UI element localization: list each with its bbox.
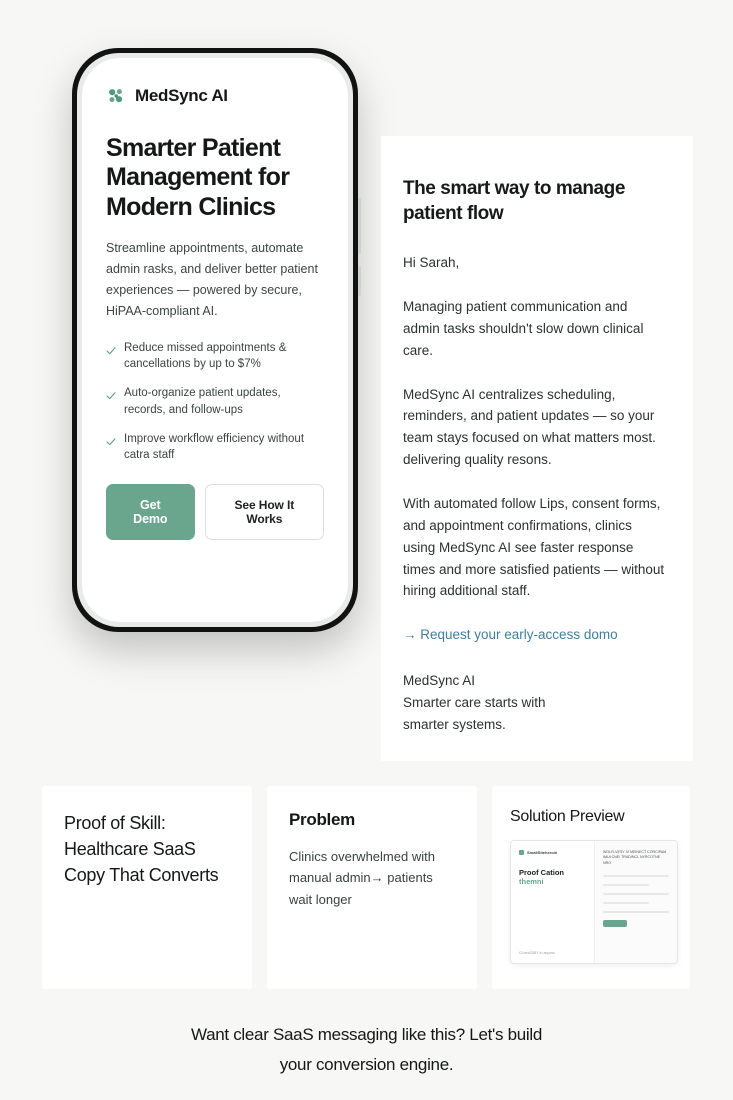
card-solution-preview [492,786,690,989]
preview-brand-lockup [519,850,586,855]
preview-cta-button[interactable] [603,920,627,927]
phone-mockup [72,48,358,632]
footer-message [0,1020,733,1080]
email-paragraph: With automated follow Lips, consent forms, and appointment confirmations, clinics using MedSync AI see faster response times and more satisfied patients — without hiring additional staff. [403,496,665,599]
preview-title-line1: Proof Cation [519,868,564,877]
check-icon [106,388,116,398]
email-paragraph: MedSync AI centralizes scheduling, reminders, and patient updates — so your team stays focused on what matters most. delivering quality resons. [403,386,656,468]
preview-placeholder-line [603,884,649,886]
check-icon [106,343,116,353]
list-item [106,340,324,373]
card-row [42,786,690,989]
phone-power-button[interactable] [358,266,361,296]
brand-lockup [106,86,324,106]
preview-left-pane [511,841,595,963]
preview-placeholder-line [603,902,649,904]
request-early-access-link[interactable]: → Request your early-access domo [403,627,618,643]
phone-screen [82,58,348,622]
email-paragraph: Managing patient communication and admin tasks shouldn't slow down clinical care. [403,299,644,358]
footer-line-2: your conversion engine. [279,1054,454,1074]
email-preview-panel [381,136,693,761]
preview-footer-text: CLheoESBY In anposs [519,951,555,955]
card-proof-of-skill [42,786,252,989]
preview-placeholder-line [603,875,669,877]
solution-preview-thumbnail[interactable] [510,840,678,964]
bullet-text: Improve workflow efficiency without catra staff [124,433,305,462]
brand-name: MedSync AI [135,86,228,105]
preview-head-text: WOLFLVESY IV MEINECT CORCIPAM IMULCNE/ TRADINCL NYRCOTNE NRO [603,850,667,865]
list-item [106,385,324,418]
hero-subtitle: Streamline appointments, automate admin rasks, and deliver better patient experiences — powered by secure, HiPAA-compliant AI. [106,240,318,318]
email-signature-line: Smarter care starts with [403,694,546,710]
see-how-it-works-button[interactable]: See How It Works [205,484,324,540]
preview-placeholder-line [603,893,669,895]
check-icon [106,434,116,444]
card-heading: Problem [289,810,355,829]
preview-title [519,868,586,887]
email-signature-line: smarter systems. [403,716,506,732]
email-signature-brand: MedSync AI [403,672,476,688]
get-demo-button[interactable]: Get Demo [106,484,195,540]
email-greeting: Hi Sarah, [403,255,460,271]
card-problem [267,786,477,989]
benefit-list [106,340,324,464]
cross-clover-logo-icon [106,86,126,106]
bullet-text: Reduce missed appointments & cancellations by up to $7% [124,341,287,371]
card-heading: Solution Preview [510,808,625,825]
bullet-text: Auto-organize patient updates, records, and follow-ups [124,387,281,416]
preview-title-line2: themni [519,877,544,887]
card-heading: Proof of Skill: Healthcare SaaS Copy That Converts [64,813,219,886]
hero-title: Smarter Patient Management for Modern Clinics [106,134,290,221]
list-item [106,431,324,464]
footer-line-1: Want clear SaaS messaging like this? Let's build [190,1025,543,1044]
cta-row [106,484,324,540]
preview-logo-icon [519,850,524,855]
phone-volume-button[interactable] [358,198,361,254]
preview-brand-name: SmallSiteheroin [527,850,558,855]
email-title: The smart way to manage patient flow [403,178,625,225]
preview-placeholder-line [603,911,669,913]
card-body: Clinics overwhelmed with manual admin→ patients wait longer [289,849,435,907]
preview-right-pane [595,841,677,963]
